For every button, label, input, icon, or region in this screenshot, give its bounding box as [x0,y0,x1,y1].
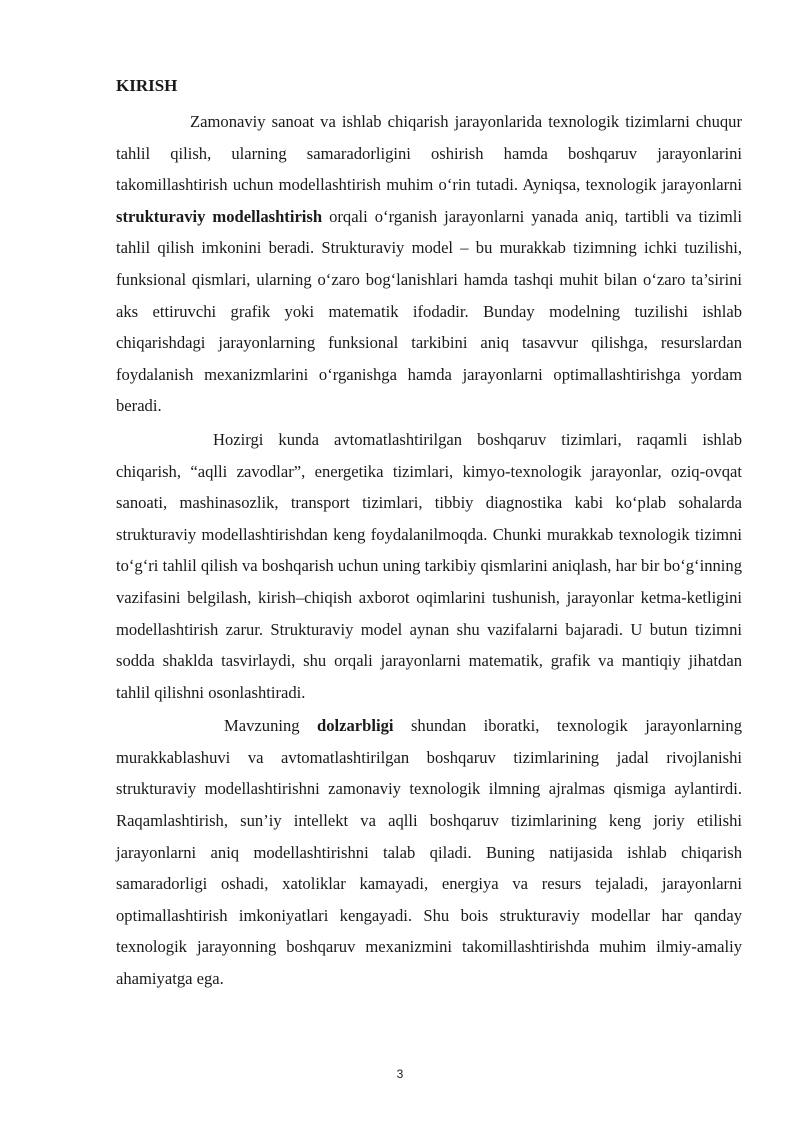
paragraph-text: Zamonaviy sanoat va ishlab chiqarish jarayonlarida texnologik tizimlarni chuqur tahlil qilish, ularning samaradorligini oshirish hamda boshqaruv jarayonlarini takomillashtirish uchun modellashtirish muhim o‘rin tutadi. Ayniqsa, texnologik jarayonlarni [116,112,742,195]
document-page [116,74,742,995]
paragraph-text: shundan iboratki, texnologik jarayonlarning murakkablashuvi va avtomatlashtirilgan boshqaruv tizimlarining jadal rivojlanishi strukturaviy modellashtirishni zamonaviy texnologik ilmning ajralmas qismiga aylantirdi. Raqamlashtirish, sun’iy intellekt va aqlli boshqaruv tizimlarining keng joriy etilishi jarayonlarni aniq modellashtirishni talab qiladi. Buning natijasida ishlab chiqarish samaradorligi oshadi, xatoliklar kamayadi, energiya va resurs tejaladi, jarayonlarni optimallashtirish imkoniyatlari kengayadi. Shu bois strukturaviy modellar har qanday texnologik jarayonning boshqaruv mexanizmini takomillashtirishda muhim ilmiy-amaliy ahamiyatga ega. [116,716,742,989]
bold-term: dolzarbligi [317,716,394,736]
paragraph-text: Hozirgi kunda avtomatlashtirilgan boshqaruv tizimlari, raqamli ishlab chiqarish, “aqlli zavodlar”, energetika tizimlari, kimyo-texnologik jarayonlar, oziq-ovqat sanoati, mashinasozlik, transport tizimlari, tibbiy diagnostika kabi ko‘plab sohalarda strukturaviy modellashtirishdan keng foydalanilmoqda. Chunki murakkab texnologik tizimni to‘g‘ri tahlil qilish va boshqarish uchun uning tarkibiy qismlarini aniqlash, har bir bo‘g‘inning vazifasini belgilash, kirish–chiqish axborot oqimlarini tushunish, jarayonlar ketma-ketligini modellashtirish zarur. Strukturaviy model aynan shu vazifalarni bajaradi. U butun tizimni sodda shaklda tasvirlaydi, shu orqali jarayonlarni matematik, grafik va mantiqiy jihatdan tahlil qilishni osonlashtiradi. [116,429,742,702]
paragraph-relevance [116,710,742,994]
section-heading: KIRISH [116,76,178,95]
paragraph-text: orqali o‘rganish jarayonlarni yanada aniq, tartibli va tizimli tahlil qilish imkonini beradi. Strukturaviy model – bu murakkab tizimning ichki tuzilishi, funksional qismlari, ularning o‘zaro bog‘lanishlari hamda tashqi muhit bilan o‘zaro ta’sirini aks ettiruvchi grafik yoki matematik ifodadir. Bunday modelning tuzilishi ishlab chiqarishdagi jarayonlarning funksional tarkibini aniq tasavvur qilishga, resurslardan foydalanish mexanizmlarini o‘rganishga hamda jarayonlarni optimallashtirishga yordam beradi. [116,206,742,416]
paragraph-applications [116,424,742,708]
bold-term: strukturaviy modellashtirish [116,206,323,226]
paragraph-introduction [116,106,742,422]
page-number: 3 [396,1067,404,1081]
paragraph-text: Mavzuning [224,716,317,736]
